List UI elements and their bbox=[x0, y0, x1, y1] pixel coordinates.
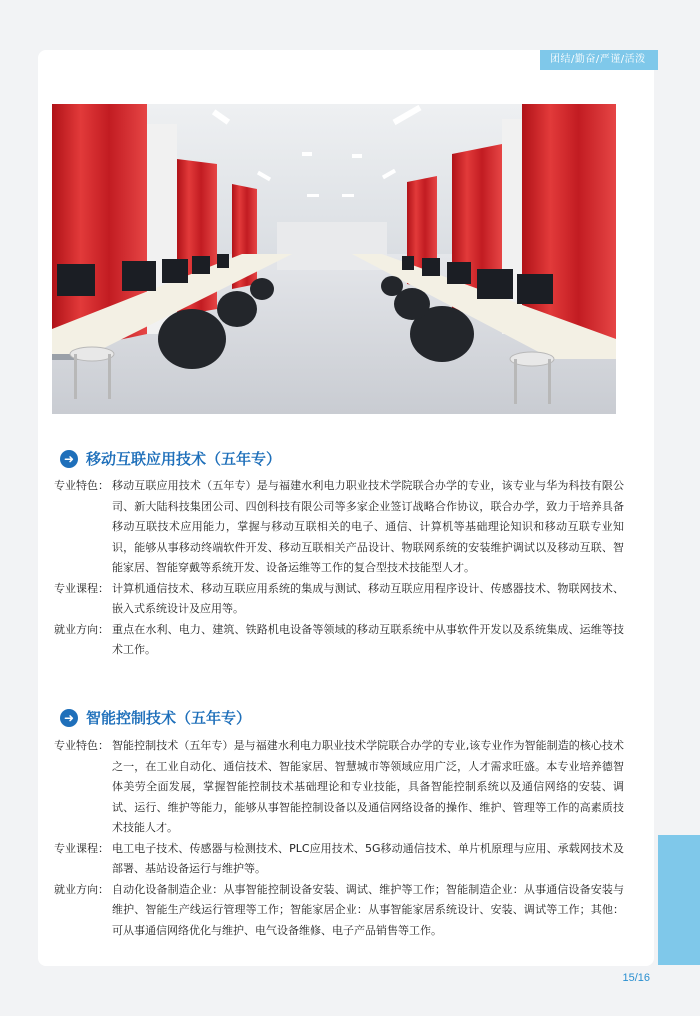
row-label: 专业课程： bbox=[54, 841, 109, 855]
courses-row bbox=[54, 579, 624, 620]
row-label: 专业特色： bbox=[54, 479, 109, 492]
row-label: 就业方向： bbox=[54, 622, 109, 636]
page-number: 15/16 bbox=[622, 972, 650, 984]
arrow-right-icon: ➜ bbox=[60, 450, 78, 468]
courses-row bbox=[54, 839, 624, 880]
side-accent bbox=[658, 835, 700, 965]
section-body-control bbox=[54, 736, 624, 941]
career-row bbox=[54, 620, 624, 661]
feature-row bbox=[54, 736, 624, 839]
section-title-text: 移动互联应用技术（五年专） bbox=[86, 450, 282, 468]
header-tag: 团结/勤奋/严谨/活泼 bbox=[540, 50, 658, 70]
row-text: 自动化设备制造企业：从事智能控制设备安装、调试、维护等工作；智能制造企业：从事通信设备安装与维护、智能生产线运行管理等工作；智能家居企业：从事智能家居系统设计、安装、调试等工作；其他：可从事通信网络优化与维护、电气设备维修、电子产品销售等工作。 bbox=[112, 882, 624, 937]
section-body-mobile bbox=[54, 476, 624, 661]
section-title-control bbox=[60, 707, 251, 728]
feature-row bbox=[54, 476, 624, 579]
row-text: 电工电子技术、传感器与检测技术、PLC应用技术、5G移动通信技术、单片机原理与应用、承载网技术及部署、基站设备运行与维护等。 bbox=[112, 841, 624, 875]
career-row bbox=[54, 880, 624, 942]
row-text: 智能控制技术（五年专）是与福建水利电力职业技术学院联合办学的专业,该专业作为智能制造的核心技术之一，在工业自动化、通信技术、智能家居、智慧城市等领域应用广泛，人才需求旺盛。本专业培养德智体美劳全面发展，掌握智能控制技术基础理论和专业技能，具备智能控制系统以及通信网络的安装、调试、运行、维护等能力，能够从事智能控制设备以及通信网络设备的操作、维护、管理等工作的高素质技术技能人才。 bbox=[112, 739, 624, 834]
computer-lab-photo bbox=[52, 104, 616, 414]
row-label: 专业特色： bbox=[54, 739, 109, 752]
row-label: 就业方向： bbox=[54, 882, 109, 896]
section-title-text: 智能控制技术（五年专） bbox=[86, 709, 252, 727]
section-title-mobile bbox=[60, 448, 281, 469]
arrow-right-icon: ➜ bbox=[60, 709, 78, 727]
row-text: 重点在水利、电力、建筑、铁路机电设备等领域的移动互联系统中从事软件开发以及系统集成、运维等技术工作。 bbox=[112, 622, 624, 656]
row-text: 移动互联应用技术（五年专）是与福建水利电力职业技术学院联合办学的专业，该专业与华为科技有限公司、新大陆科技集团公司、四创科技有限公司等多家企业签订战略合作协议，联合办学，致力于培养具备移动互联技术应用能力，掌握与移动互联相关的电子、通信、计算机等基础理论知识和移动互联专业知识，能够从事移动终端软件开发、移动互联相关产品设计、物联网系统的安装维护调试以及移动互联、智能家居、智能穿戴等系统开发、设备运维等工作的复合型技术技能型人才。 bbox=[112, 479, 624, 574]
row-label: 专业课程： bbox=[54, 581, 109, 595]
row-text: 计算机通信技术、移动互联应用系统的集成与测试、移动互联应用程序设计、传感器技术、物联网技术、嵌入式系统设计及应用等。 bbox=[112, 581, 624, 615]
